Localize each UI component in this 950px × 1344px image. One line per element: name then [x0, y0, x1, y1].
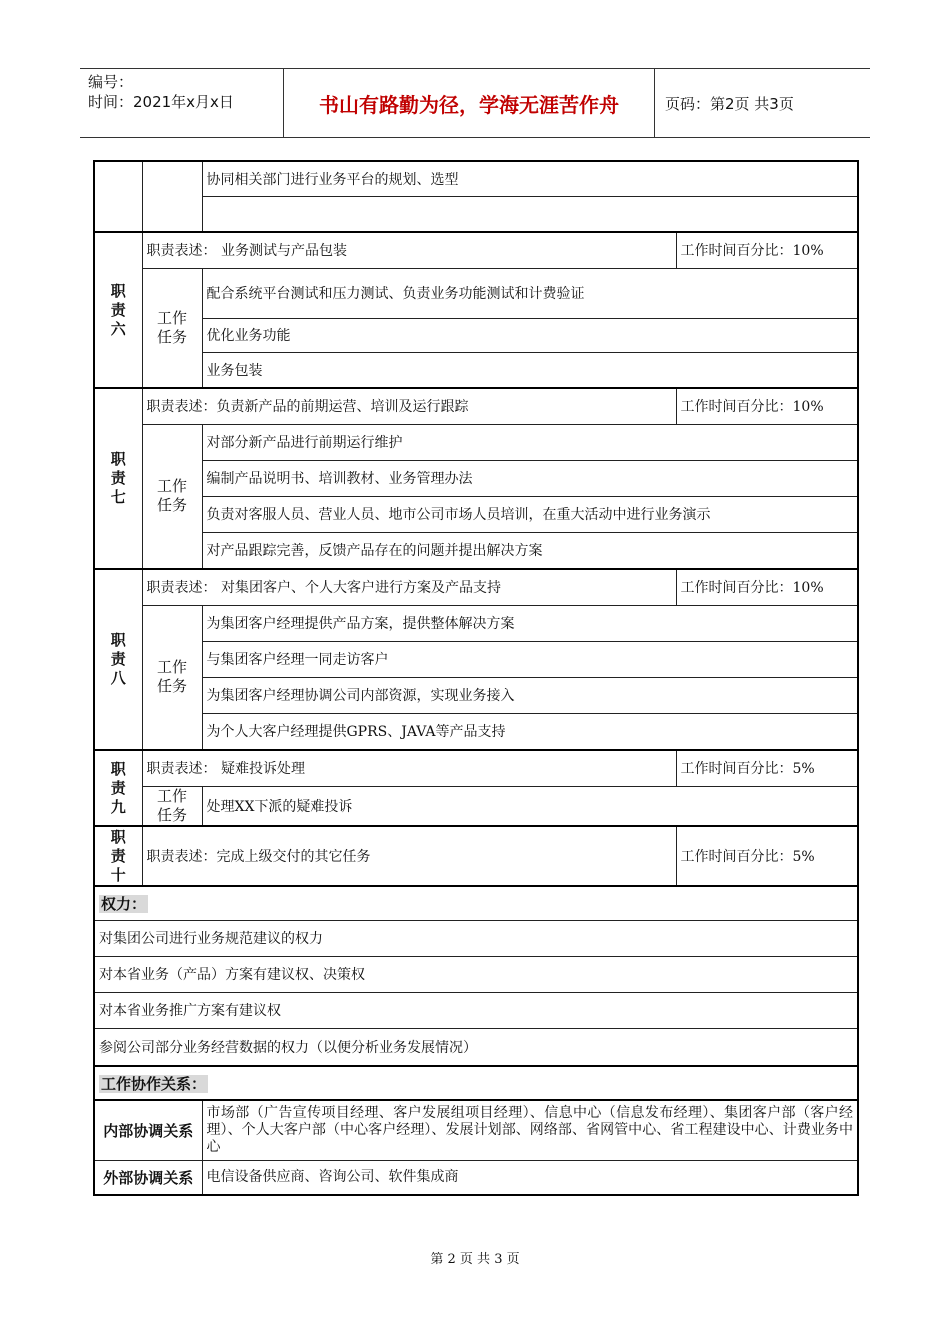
task-item: 处理XX下派的疑难投诉: [202, 786, 858, 826]
continued-duty-cell: [94, 161, 142, 232]
task-label: 工作 任务: [142, 268, 202, 388]
external-relations-label: 外部协调关系: [94, 1160, 202, 1195]
header-page-label: 页码：第2页 共3页: [665, 94, 794, 113]
page-header: [80, 68, 870, 138]
power-item: 参阅公司部分业务经营数据的权力（以便分析业务发展情况）: [94, 1028, 858, 1066]
duty-eight-label: 职 责 八: [94, 569, 142, 750]
task-item: 负责对客服人员、营业人员、地市公司市场人员培训，在重大活动中进行业务演示: [202, 496, 858, 532]
task-item-empty: [202, 196, 858, 232]
task-item: 配合系统平台测试和压力测试、负责业务功能测试和计费验证: [202, 268, 858, 318]
duty-description: 职责表述：负责新产品的前期运营、培训及运行跟踪: [142, 388, 676, 424]
duty-ten-label: 职 责 十: [94, 826, 142, 886]
time-percentage: 工作时间百分比：10%: [676, 232, 858, 268]
duty-description: 职责表述： 疑难投诉处理: [142, 750, 676, 786]
task-item: 为个人大客户经理提供GPRS、JAVA等产品支持: [202, 713, 858, 750]
power-item: 对本省业务（产品）方案有建议权、决策权: [94, 956, 858, 992]
time-percentage: 工作时间百分比：10%: [676, 388, 858, 424]
header-meta: [80, 69, 284, 137]
task-item: 为集团客户经理协调公司内部资源，实现业务接入: [202, 677, 858, 713]
internal-relations-label: 内部协调关系: [94, 1100, 202, 1160]
task-item: 对部分新产品进行前期运行维护: [202, 424, 858, 460]
task-item: 协同相关部门进行业务平台的规划、选型: [202, 161, 858, 196]
task-item: 为集团客户经理提供产品方案，提供整体解决方案: [202, 605, 858, 641]
task-item: 业务包装: [202, 352, 858, 388]
task-label: 工作 任务: [142, 424, 202, 569]
header-motto: 书山有路勤为径，学海无涯苦作舟: [284, 69, 655, 137]
duty-nine-label: 职 责 九: [94, 750, 142, 826]
power-item: 对集团公司进行业务规范建议的权力: [94, 920, 858, 956]
task-item: 优化业务功能: [202, 318, 858, 352]
task-item: 对产品跟踪完善，反馈产品存在的问题并提出解决方案: [202, 532, 858, 569]
task-item: 编制产品说明书、培训教材、业务管理办法: [202, 460, 858, 496]
duty-description: 职责表述：完成上级交付的其它任务: [142, 826, 676, 886]
power-item: 对本省业务推广方案有建议权: [94, 992, 858, 1028]
task-label: 工作 任务: [142, 605, 202, 750]
time-percentage: 工作时间百分比：5%: [676, 750, 858, 786]
duty-seven-label: 职 责 七: [94, 388, 142, 569]
document-date-label: 时间：2021年x月x日: [88, 93, 234, 111]
document-number-label: 编号：: [88, 73, 134, 91]
internal-relations-text: 市场部（广告宣传项目经理、客户发展组项目经理）、信息中心（信息发布经理）、集团客户部（客户经理）、个人大客户部（中心客户经理）、发展计划部、网络部、省网管中心、省工程建设中心、计费业务中心: [202, 1100, 858, 1160]
continued-task-label-cell: [142, 161, 202, 232]
duties-table: [93, 160, 859, 1196]
duty-description: 职责表述： 对集团客户、个人大客户进行方案及产品支持: [142, 569, 676, 605]
powers-heading: 权力：: [94, 886, 858, 920]
page-footer: 第 2 页 共 3 页: [430, 1252, 520, 1267]
external-relations-text: 电信设备供应商、咨询公司、软件集成商: [202, 1160, 858, 1195]
task-item: 与集团客户经理一同走访客户: [202, 641, 858, 677]
duty-six-label: 职 责 六: [94, 232, 142, 388]
time-percentage: 工作时间百分比：5%: [676, 826, 858, 886]
task-label: 工作 任务: [142, 786, 202, 826]
relations-heading: 工作协作关系：: [94, 1066, 858, 1100]
time-percentage: 工作时间百分比：10%: [676, 569, 858, 605]
duty-description: 职责表述： 业务测试与产品包装: [142, 232, 676, 268]
